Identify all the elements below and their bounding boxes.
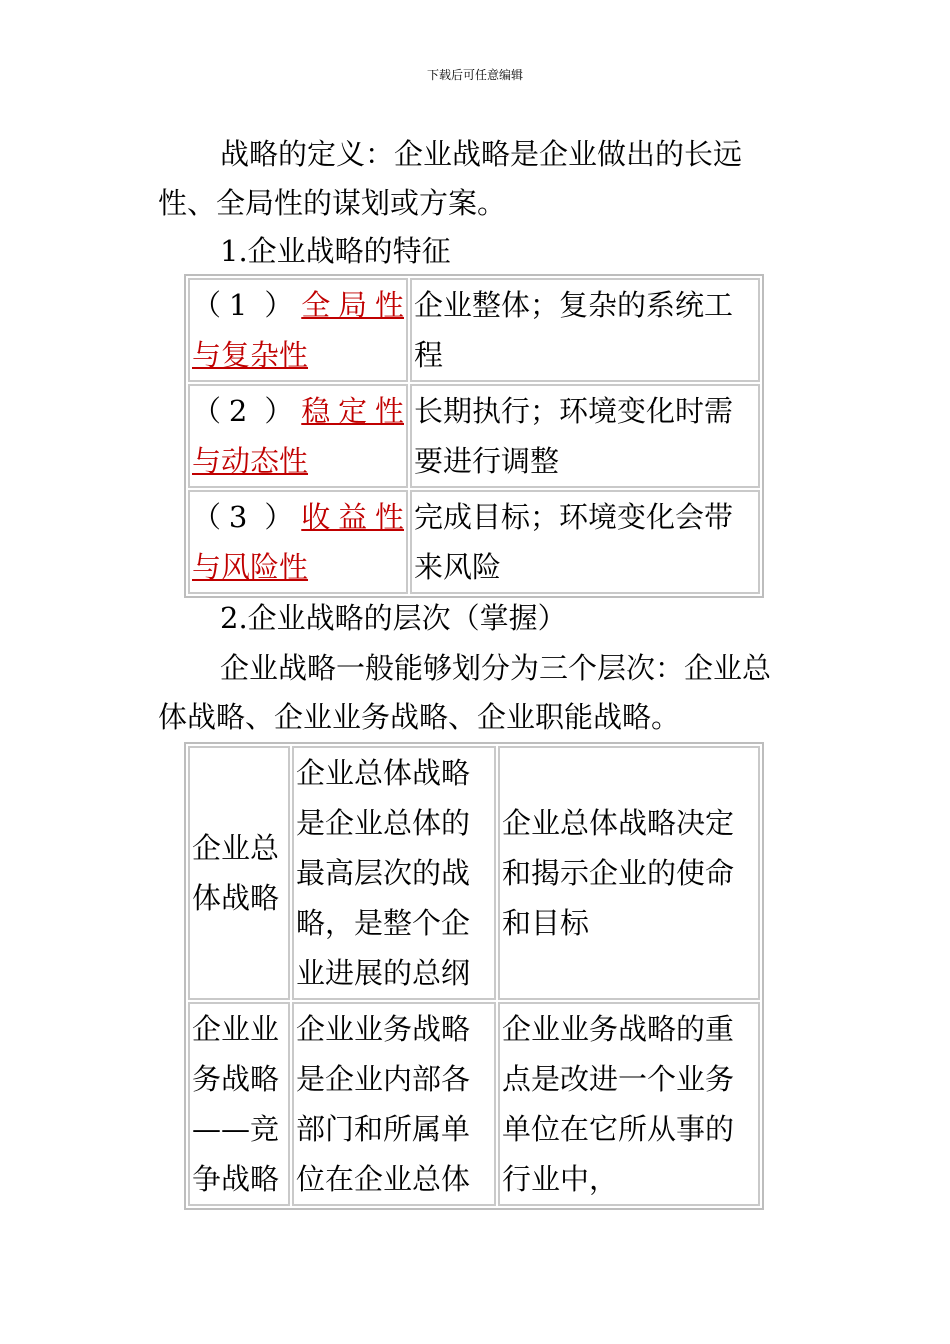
level-name-cell: 企业业务战略——竞争战略 (188, 1002, 290, 1206)
levels-table (184, 742, 764, 1210)
level-desc-cell: 企业总体战略是企业总体的最高层次的战略，是整个企业进展的总纲 (292, 746, 496, 1000)
section2-title: 2.企业战略的层次（掌握） (220, 601, 567, 635)
feature-number: （1 ） (192, 288, 302, 322)
level-name-cell: 企业总体战略 (188, 746, 290, 1000)
feature-name-cell (188, 490, 408, 594)
feature-name-link[interactable]: 全局性 (301, 288, 404, 322)
feature-name-link[interactable]: 与复杂性 (192, 338, 309, 372)
definition-paragraph: 战略的定义：企业战略是企业做出的长远性、全局性的谋划或方案。 (158, 137, 743, 220)
feature-name-cell (188, 278, 408, 382)
level-note-cell: 企业业务战略的重点是改进一个业务单位在它所从事的行业中， (498, 1002, 760, 1206)
feature-desc-cell: 企业整体；复杂的系统工程 (410, 278, 760, 382)
feature-number: （2 ） (192, 394, 302, 428)
levels-intro-paragraph: 企业战略一般能够划分为三个层次：企业总体战略、企业业务战略、企业职能战略。 (158, 651, 772, 734)
features-table (184, 274, 764, 598)
feature-desc-cell: 完成目标；环境变化会带来风险 (410, 490, 760, 594)
feature-desc-cell: 长期执行；环境变化时需要进行调整 (410, 384, 760, 488)
feature-name-link[interactable]: 收益性 (301, 500, 404, 534)
table-row (188, 746, 760, 1000)
feature-name-link[interactable]: 与风险性 (192, 550, 309, 584)
table-row (188, 384, 760, 488)
section1-title: 1.企业战略的特征 (220, 234, 451, 268)
page-header: 下载后可任意编辑 (426, 68, 523, 82)
feature-name-link[interactable]: 稳定性 (301, 394, 404, 428)
level-note-cell: 企业总体战略决定和揭示企业的使命和目标 (498, 746, 760, 1000)
feature-name-cell (188, 384, 408, 488)
table-row (188, 278, 760, 382)
feature-number: （3 ） (192, 500, 302, 534)
table-row (188, 490, 760, 594)
feature-name-link[interactable]: 与动态性 (192, 444, 309, 478)
table-row (188, 1002, 760, 1206)
level-desc-cell: 企业业务战略是企业内部各部门和所属单位在企业总体 (292, 1002, 496, 1206)
